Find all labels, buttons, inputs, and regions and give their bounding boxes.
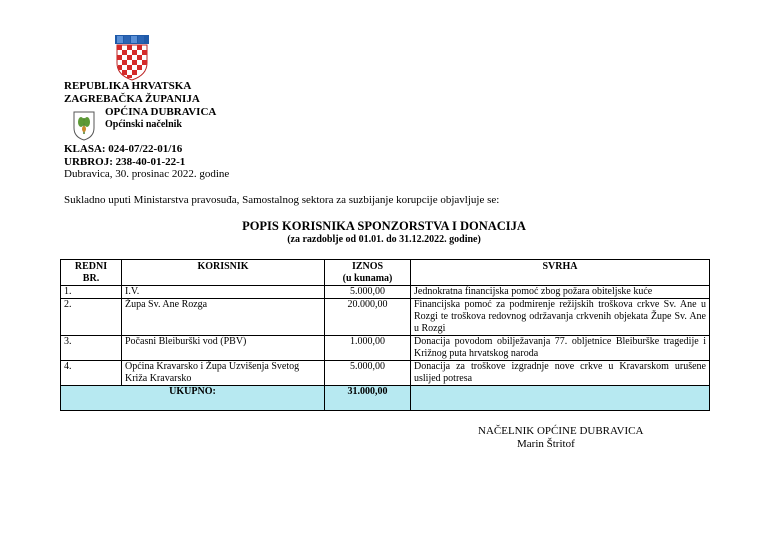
row-amount: 5.000,00 [325, 286, 411, 299]
header-no-line2: BR. [82, 273, 100, 284]
total-empty-cell [411, 386, 710, 411]
donations-table [60, 259, 710, 411]
total-value: 31.000,00 [325, 386, 411, 411]
signature-name: Marin Štritof [517, 438, 575, 450]
intro-text: Sukladno uputi Ministarstva pravosuđa, Samostalnog sektora za suzbijanje korupcije objavljuje se: [64, 194, 500, 206]
row-recipient: Župa Sv. Ane Rozga [122, 299, 325, 336]
country-heading: REPUBLIKA HRVATSKA [64, 80, 192, 92]
row-amount: 1.000,00 [325, 336, 411, 361]
total-row [61, 386, 710, 411]
row-no: 2. [61, 299, 122, 336]
municipality-heading: OPĆINA DUBRAVICA [105, 106, 217, 118]
row-recipient: I.V. [122, 286, 325, 299]
urbroj-line: URBROJ: 238-40-01-22-1 [64, 156, 186, 168]
header-recipient: KORISNIK [122, 260, 325, 286]
header-amount-line2: (u kunama) [342, 273, 393, 284]
row-no: 3. [61, 336, 122, 361]
header-no [61, 260, 122, 286]
table-row [61, 286, 710, 299]
row-purpose: Financijska pomoć za podmirenje režijskih troškova crkve Sv. Ane u Rozgi te troškova redovnog održavanja crkvenih objekata Župe Sv. Ane u Rozgi [411, 299, 710, 336]
row-recipient: Općina Kravarsko i Župa Uzvišenja Svetog Križa Kravarsko [122, 361, 325, 386]
row-no: 4. [61, 361, 122, 386]
table-row [61, 361, 710, 386]
row-amount: 5.000,00 [325, 361, 411, 386]
header-purpose: SVRHA [411, 260, 710, 286]
signature-role: NAČELNIK OPĆINE DUBRAVICA [478, 425, 644, 437]
table-header-row [61, 260, 710, 286]
table-row [61, 336, 710, 361]
document-title: POPIS KORISNIKA SPONZORSTVA I DONACIJA [242, 219, 526, 233]
row-amount: 20.000,00 [325, 299, 411, 336]
row-purpose: Jednokratna financijska pomoć zbog požara obiteljske kuće [411, 286, 710, 299]
header-amount-line1: IZNOS [351, 261, 384, 272]
row-recipient: Počasni Bleiburški vod (PBV) [122, 336, 325, 361]
header-no-line1: REDNI [74, 261, 108, 272]
row-purpose: Donacija povodom obilježavanja 77. obljetnice Bleiburške tragedije i Križnog puta hrvatskog naroda [411, 336, 710, 361]
office-heading: Općinski načelnik [105, 119, 182, 130]
document-subtitle: (za razdoblje od 01.01. do 31.12.2022. godine) [287, 234, 481, 245]
header-amount [325, 260, 411, 286]
croatian-coat-of-arms-logo [112, 33, 152, 81]
row-no: 1. [61, 286, 122, 299]
county-heading: ZAGREBAČKA ŽUPANIJA [64, 93, 200, 105]
klasa-line: KLASA: 024-07/22-01/16 [64, 143, 183, 155]
place-date-line: Dubravica, 30. prosinac 2022. godine [64, 168, 230, 180]
total-label: UKUPNO: [61, 386, 325, 411]
table-row [61, 299, 710, 336]
row-purpose: Donacija za troškove izgradnje nove crkve u Kravarskom urušene uslijed potresa [411, 361, 710, 386]
dubravica-emblem-logo [72, 110, 96, 142]
